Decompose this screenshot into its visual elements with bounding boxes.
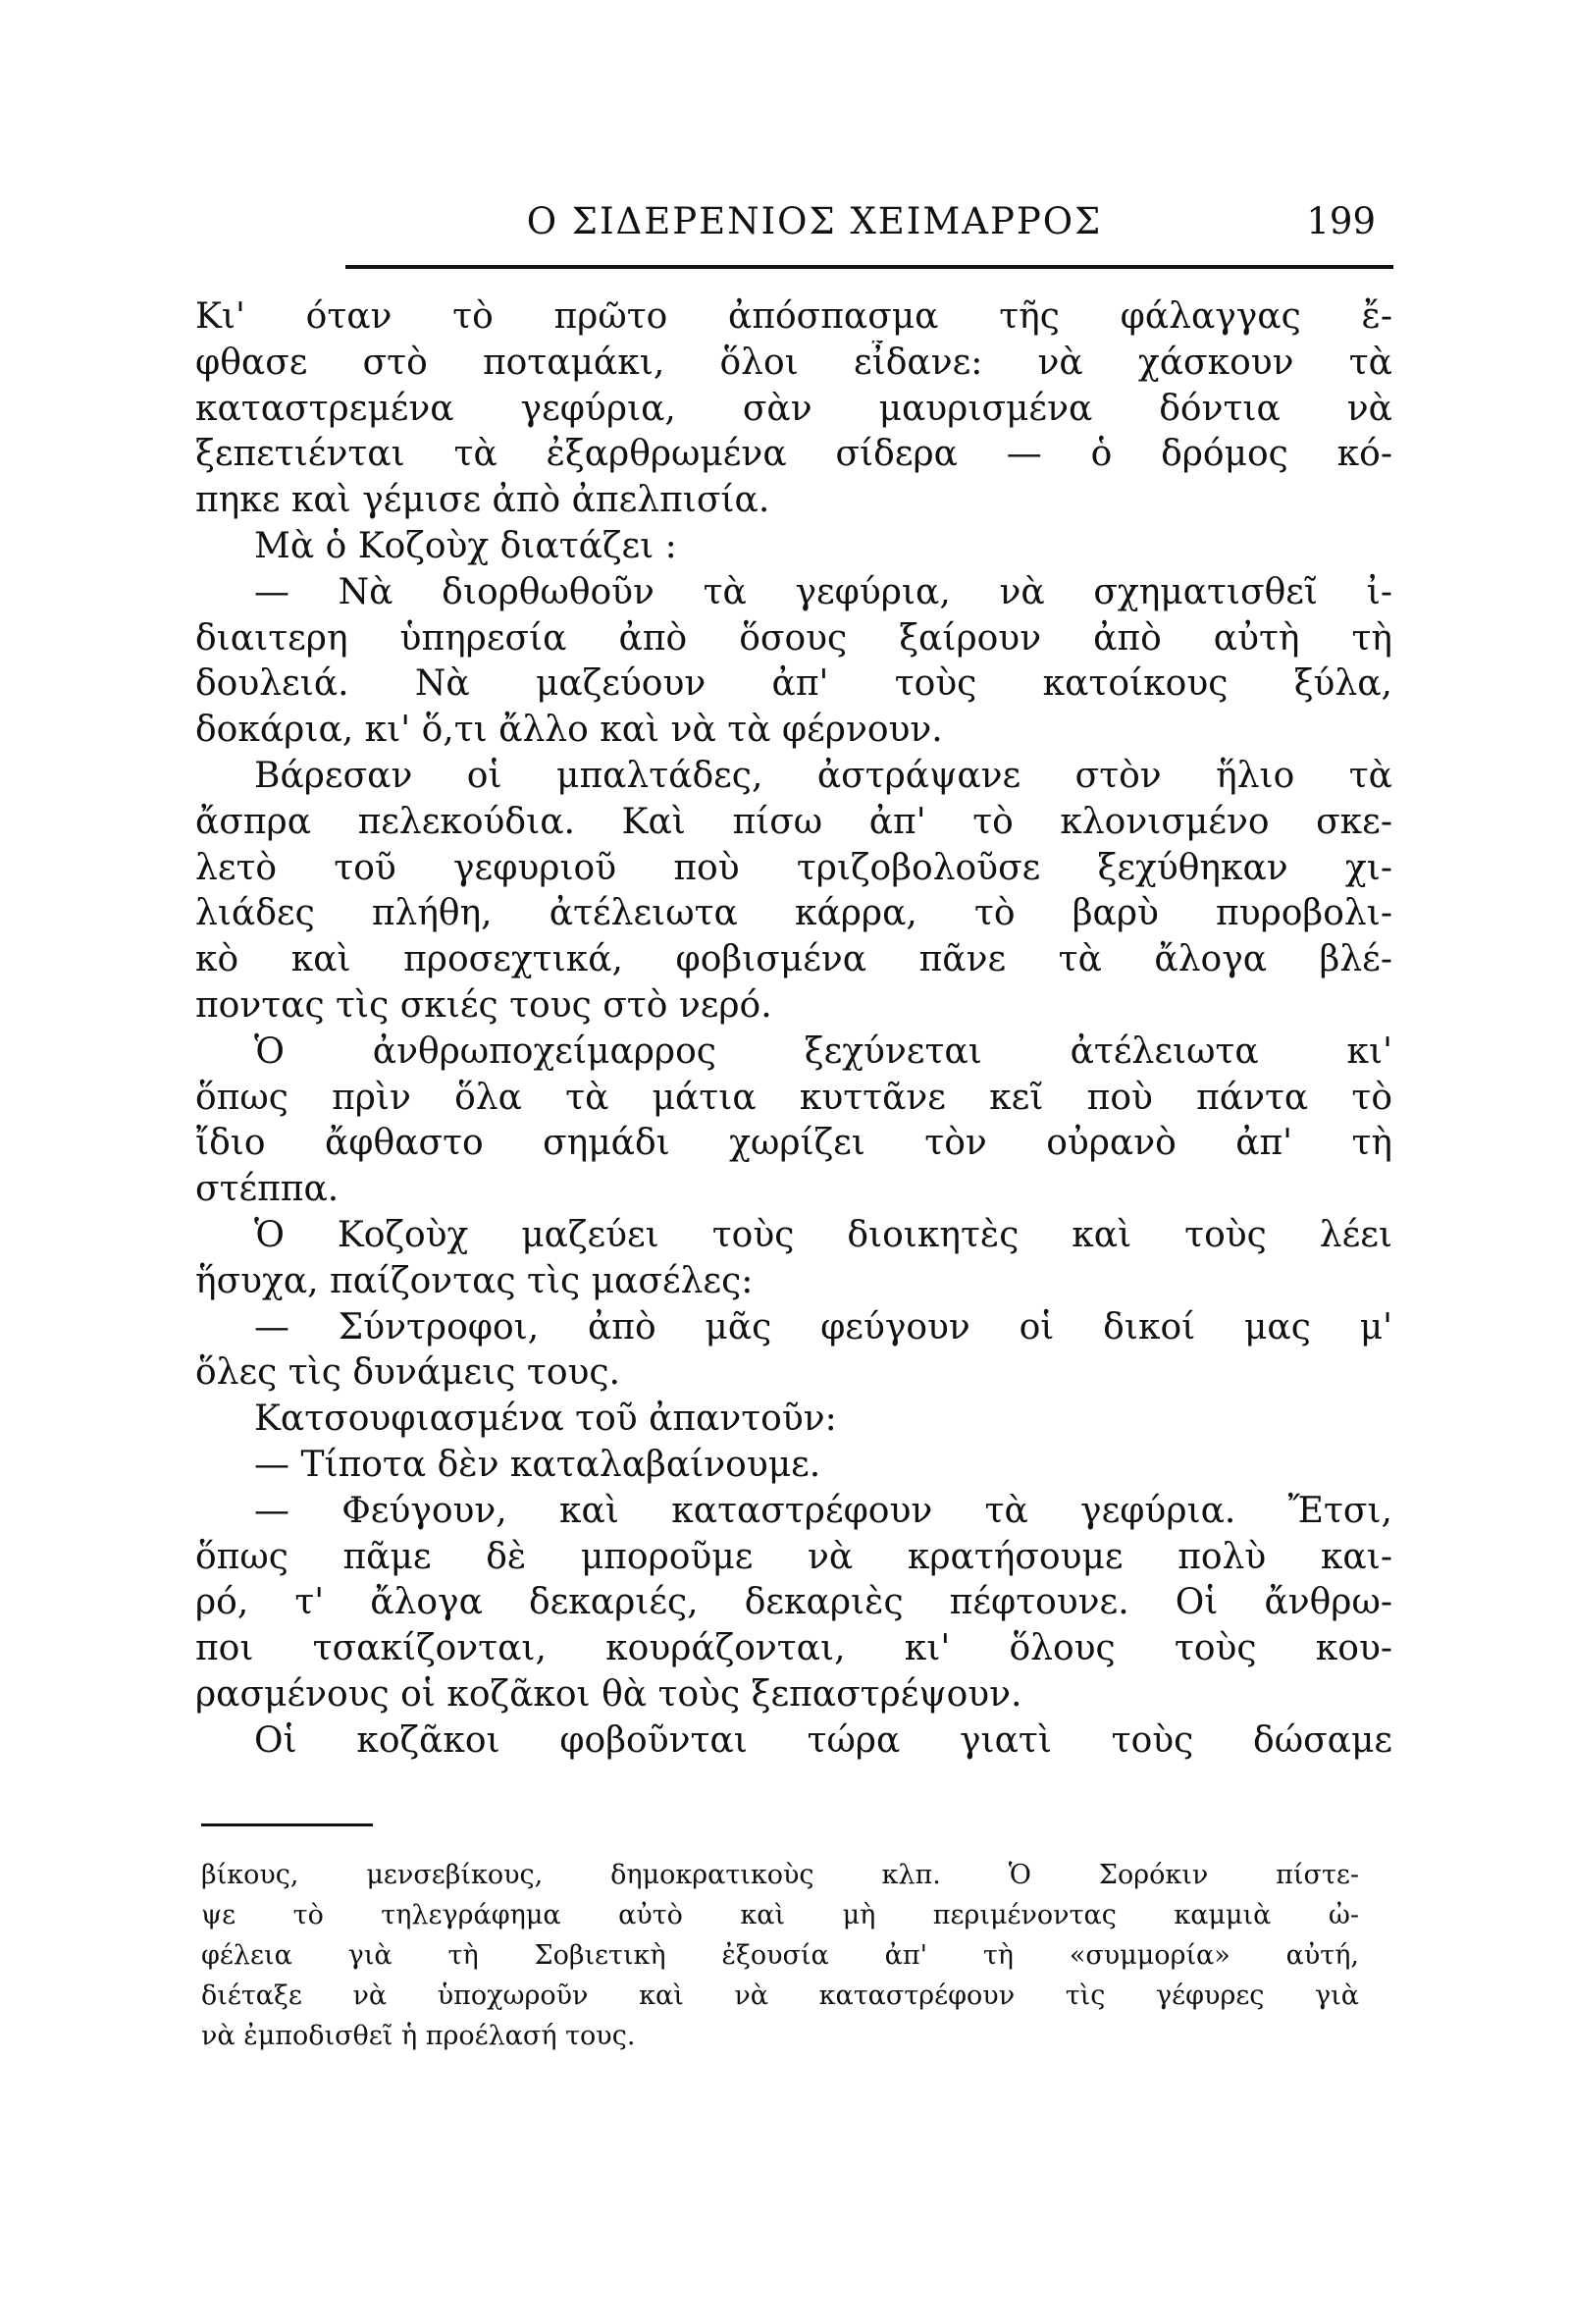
text-line: Κατσουφιασμένα τοῦ ἀπαντοῦν:	[254, 1399, 837, 1440]
text-line: Οἱ κοζᾶκοι φοβοῦνται τώρα γιατὶ τοὺς δώσαμε	[254, 1719, 1392, 1761]
text-line: δουλειά. Νὰ μαζεύουν ἀπ' τοὺς κατοίκους ξύλα,	[195, 663, 1392, 705]
text-line: ἄσπρα πελεκούδια. Καὶ πίσω ἀπ' τὸ κλονισμένο σκε-	[195, 801, 1392, 842]
text-line: ρό, τ' ἄλογα δεκαριές, δεκαριὲς πέφτουνε. Οἱ ἄνθρω-	[195, 1582, 1392, 1623]
text-line: — Νὰ διορθωθοῦν τὰ γεφύρια, νὰ σχηματισθεῖ ἰ-	[254, 571, 1392, 612]
text-line: διαιτερη ὑπηρεσία ἀπὸ ὅσους ξαίρουν ἀπὸ αὐτὴ τὴ	[195, 617, 1392, 659]
text-line: ἥσυχα, παίζοντας τὶς μασέλες:	[195, 1260, 754, 1301]
text-line: Βάρεσαν οἱ μπαλτάδες, ἀστράψανε στὸν ἥλιο τὰ	[254, 755, 1392, 796]
text-line: ποντας τὶς σκιές τους στὸ νερό.	[195, 984, 772, 1026]
text-line: λιάδες πλήθη, ἀτέλειωτα κάρρα, τὸ βαρὺ πυροβολι-	[195, 893, 1392, 934]
running-head	[353, 192, 1393, 251]
text-line: — Σύντροφοι, ἀπὸ μᾶς φεύγουν οἱ δικοί μας μ'	[254, 1306, 1392, 1347]
text-line: καταστρεμένα γεφύρια, σὰν μαυρισμένα δόντια νὰ	[195, 388, 1392, 429]
text-line: δοκάρια, κι' ὅ,τι ἄλλο καὶ νὰ τὰ φέρνουν.	[195, 710, 943, 751]
footnote-line: φέλεια γιὰ τὴ Σοβιετικὴ ἐξουσία ἀπ' τὴ «συμμορία» αὐτή,	[201, 1940, 1359, 1971]
footnote-line: ψε τὸ τηλεγράφημα αὐτὸ καὶ μὴ περιμένοντας καμμιὰ ὠ-	[201, 1900, 1359, 1930]
text-line: ποι τσακίζονται, κουράζονται, κι' ὅλους τοὺς κου-	[195, 1628, 1392, 1669]
page-number: 199	[1306, 200, 1376, 242]
header-rule	[345, 265, 1393, 269]
text-line: Ὁ Κοζοὺχ μαζεύει τοὺς διοικητὲς καὶ τοὺς λέει	[254, 1214, 1392, 1255]
text-line: ρασμένους οἱ κοζᾶκοι θὰ τοὺς ξεπαστρέψουν.	[195, 1673, 1022, 1715]
text-line: στέππα.	[195, 1169, 340, 1210]
text-line: ὅπως πρὶν ὅλα τὰ μάτια κυττᾶνε κεῖ ποὺ πάντα τὸ	[195, 1077, 1392, 1118]
footnote-rule	[201, 1823, 373, 1826]
footnote-line: διέταξε νὰ ὑποχωροῦν καὶ νὰ καταστρέφουν τὶς γέφυρες γιὰ	[201, 1981, 1359, 2011]
running-title: Ο ΣΙΔΕΡΕΝΙΟΣ ΧΕΙΜΑΡΡΟΣ	[526, 200, 1103, 242]
text-line: ὅλες τὶς δυνάμεις τους.	[195, 1352, 620, 1394]
text-line: ἴδιο ἄφθαστο σημάδι χωρίζει τὸν οὐρανὸ ἀπ' τὴ	[195, 1123, 1392, 1164]
text-line: Μὰ ὁ Κοζοὺχ διατάζει :	[254, 525, 677, 566]
text-line: ξεπετιένται τὰ ἐξαρθρωμένα σίδερα — ὁ δρόμος κό-	[195, 434, 1392, 475]
footnotes	[201, 1855, 1359, 2056]
text-line: πηκε καὶ γέμισε ἀπὸ ἀπελπισία.	[195, 480, 770, 521]
text-line: Κι' όταν τὸ πρῶτο ἀπόσπασμα τῆς φάλαγγας ἔ-	[195, 296, 1392, 337]
text-line: φθασε στὸ ποταμάκι, ὅλοι εἶδανε: νὰ χάσκουν τὰ	[195, 342, 1392, 383]
text-line: — Φεύγουν, καὶ καταστρέφουν τὰ γεφύρια. Ἔτσι,	[254, 1490, 1392, 1531]
text-line: Ὁ ἀνθρωποχείμαρρος ξεχύνεται ἀτέλειωτα κι'	[254, 1030, 1392, 1072]
footnote-line: νὰ ἐμποδισθεῖ ἡ προέλασή τους.	[201, 2021, 636, 2051]
text-line: — Τίποτα δὲν καταλαβαίνουμε.	[254, 1444, 821, 1485]
text-line: λετὸ τοῦ γεφυριοῦ ποὺ τριζοβολοῦσε ξεχύθηκαν χι-	[195, 847, 1392, 888]
text-line: ὅπως πᾶμε δὲ μποροῦμε νὰ κρατήσουμε πολὺ και-	[195, 1536, 1392, 1577]
text-line: κὸ καὶ προσεχτικά, φοβισμένα πᾶνε τὰ ἄλογα βλέ-	[195, 939, 1392, 980]
footnote-line: βίκους, μενσεβίκους, δημοκρατικοὺς κλπ. Ὁ Σορόκιν πίστε-	[201, 1860, 1359, 1890]
body-text	[195, 294, 1392, 1765]
